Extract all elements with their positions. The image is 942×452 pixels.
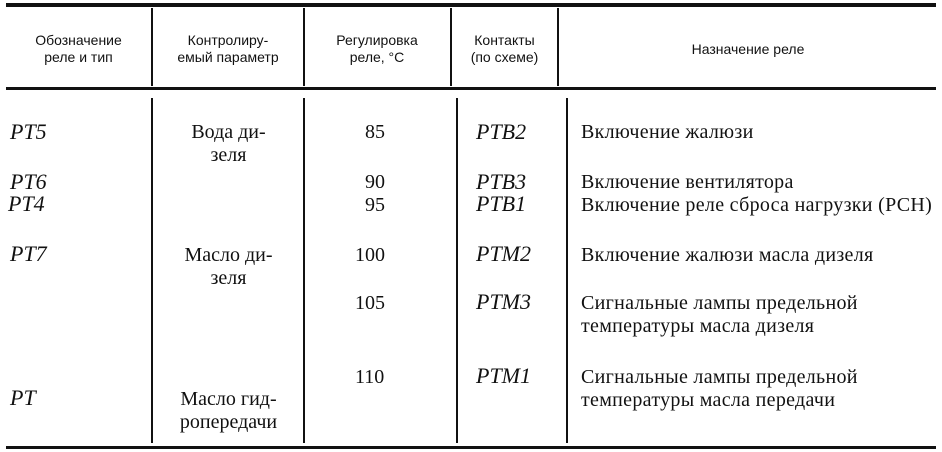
setting-value: 85 xyxy=(365,121,385,143)
header-bottom-rule xyxy=(6,87,936,90)
body-divider-4 xyxy=(566,98,568,443)
setting-value: 100 xyxy=(355,244,385,266)
body-divider-2 xyxy=(303,98,305,443)
header-purpose: Назначение реле xyxy=(691,40,805,57)
relay-code: РТ5 xyxy=(10,119,47,144)
setting-value: 105 xyxy=(355,292,385,314)
relay-code: РТ7 xyxy=(10,241,47,266)
header-setting: Регулировка реле, °С xyxy=(336,32,418,65)
header-divider-4 xyxy=(557,8,559,86)
controlled-parameter: Вода ди- зеля xyxy=(191,121,266,166)
body-divider-3 xyxy=(456,98,458,443)
setting-value: 90 xyxy=(365,171,385,193)
controlled-parameter: Масло ди- зеля xyxy=(184,244,273,289)
setting-value: 95 xyxy=(365,194,385,216)
setting-value: 110 xyxy=(355,366,385,388)
header-contacts: Контакты (по схеме) xyxy=(470,32,539,65)
header-divider-1 xyxy=(151,8,153,86)
relay-code: РТ6 xyxy=(10,169,47,194)
relay-purpose: Сигнальные лампы предельной температуры масла дизеля xyxy=(581,292,858,337)
relay-code: РТ xyxy=(10,385,36,410)
header-relay: Обозначение реле и тип xyxy=(35,32,122,65)
table-top-rule xyxy=(6,3,936,7)
contacts-code: РТМ1 xyxy=(476,363,531,388)
header-divider-3 xyxy=(450,8,452,86)
body-divider-1 xyxy=(151,98,153,443)
relay-purpose: Включение жалюзи xyxy=(581,121,754,143)
relay-purpose: Включение жалюзи масла дизеля xyxy=(581,244,874,266)
table-bottom-rule xyxy=(6,446,936,449)
relay-purpose: Сигнальные лампы предельной температуры масла передачи xyxy=(581,366,858,411)
contacts-code: РТМ2 xyxy=(476,241,531,266)
relay-purpose: Включение вентилятора xyxy=(581,171,794,193)
header-param: Контролиру- емый параметр xyxy=(177,32,279,65)
contacts-code: РТВ1 xyxy=(476,191,527,216)
header-divider-2 xyxy=(303,8,305,86)
contacts-code: РТВ3 xyxy=(476,169,527,194)
contacts-code: РТМ3 xyxy=(476,289,531,314)
relay-purpose: Включение реле сброса нагрузки (РСН) xyxy=(581,194,933,216)
controlled-parameter: Масло гид- ропередачи xyxy=(179,388,278,433)
relay-code: РТ4 xyxy=(8,191,45,216)
contacts-code: РТВ2 xyxy=(476,119,527,144)
